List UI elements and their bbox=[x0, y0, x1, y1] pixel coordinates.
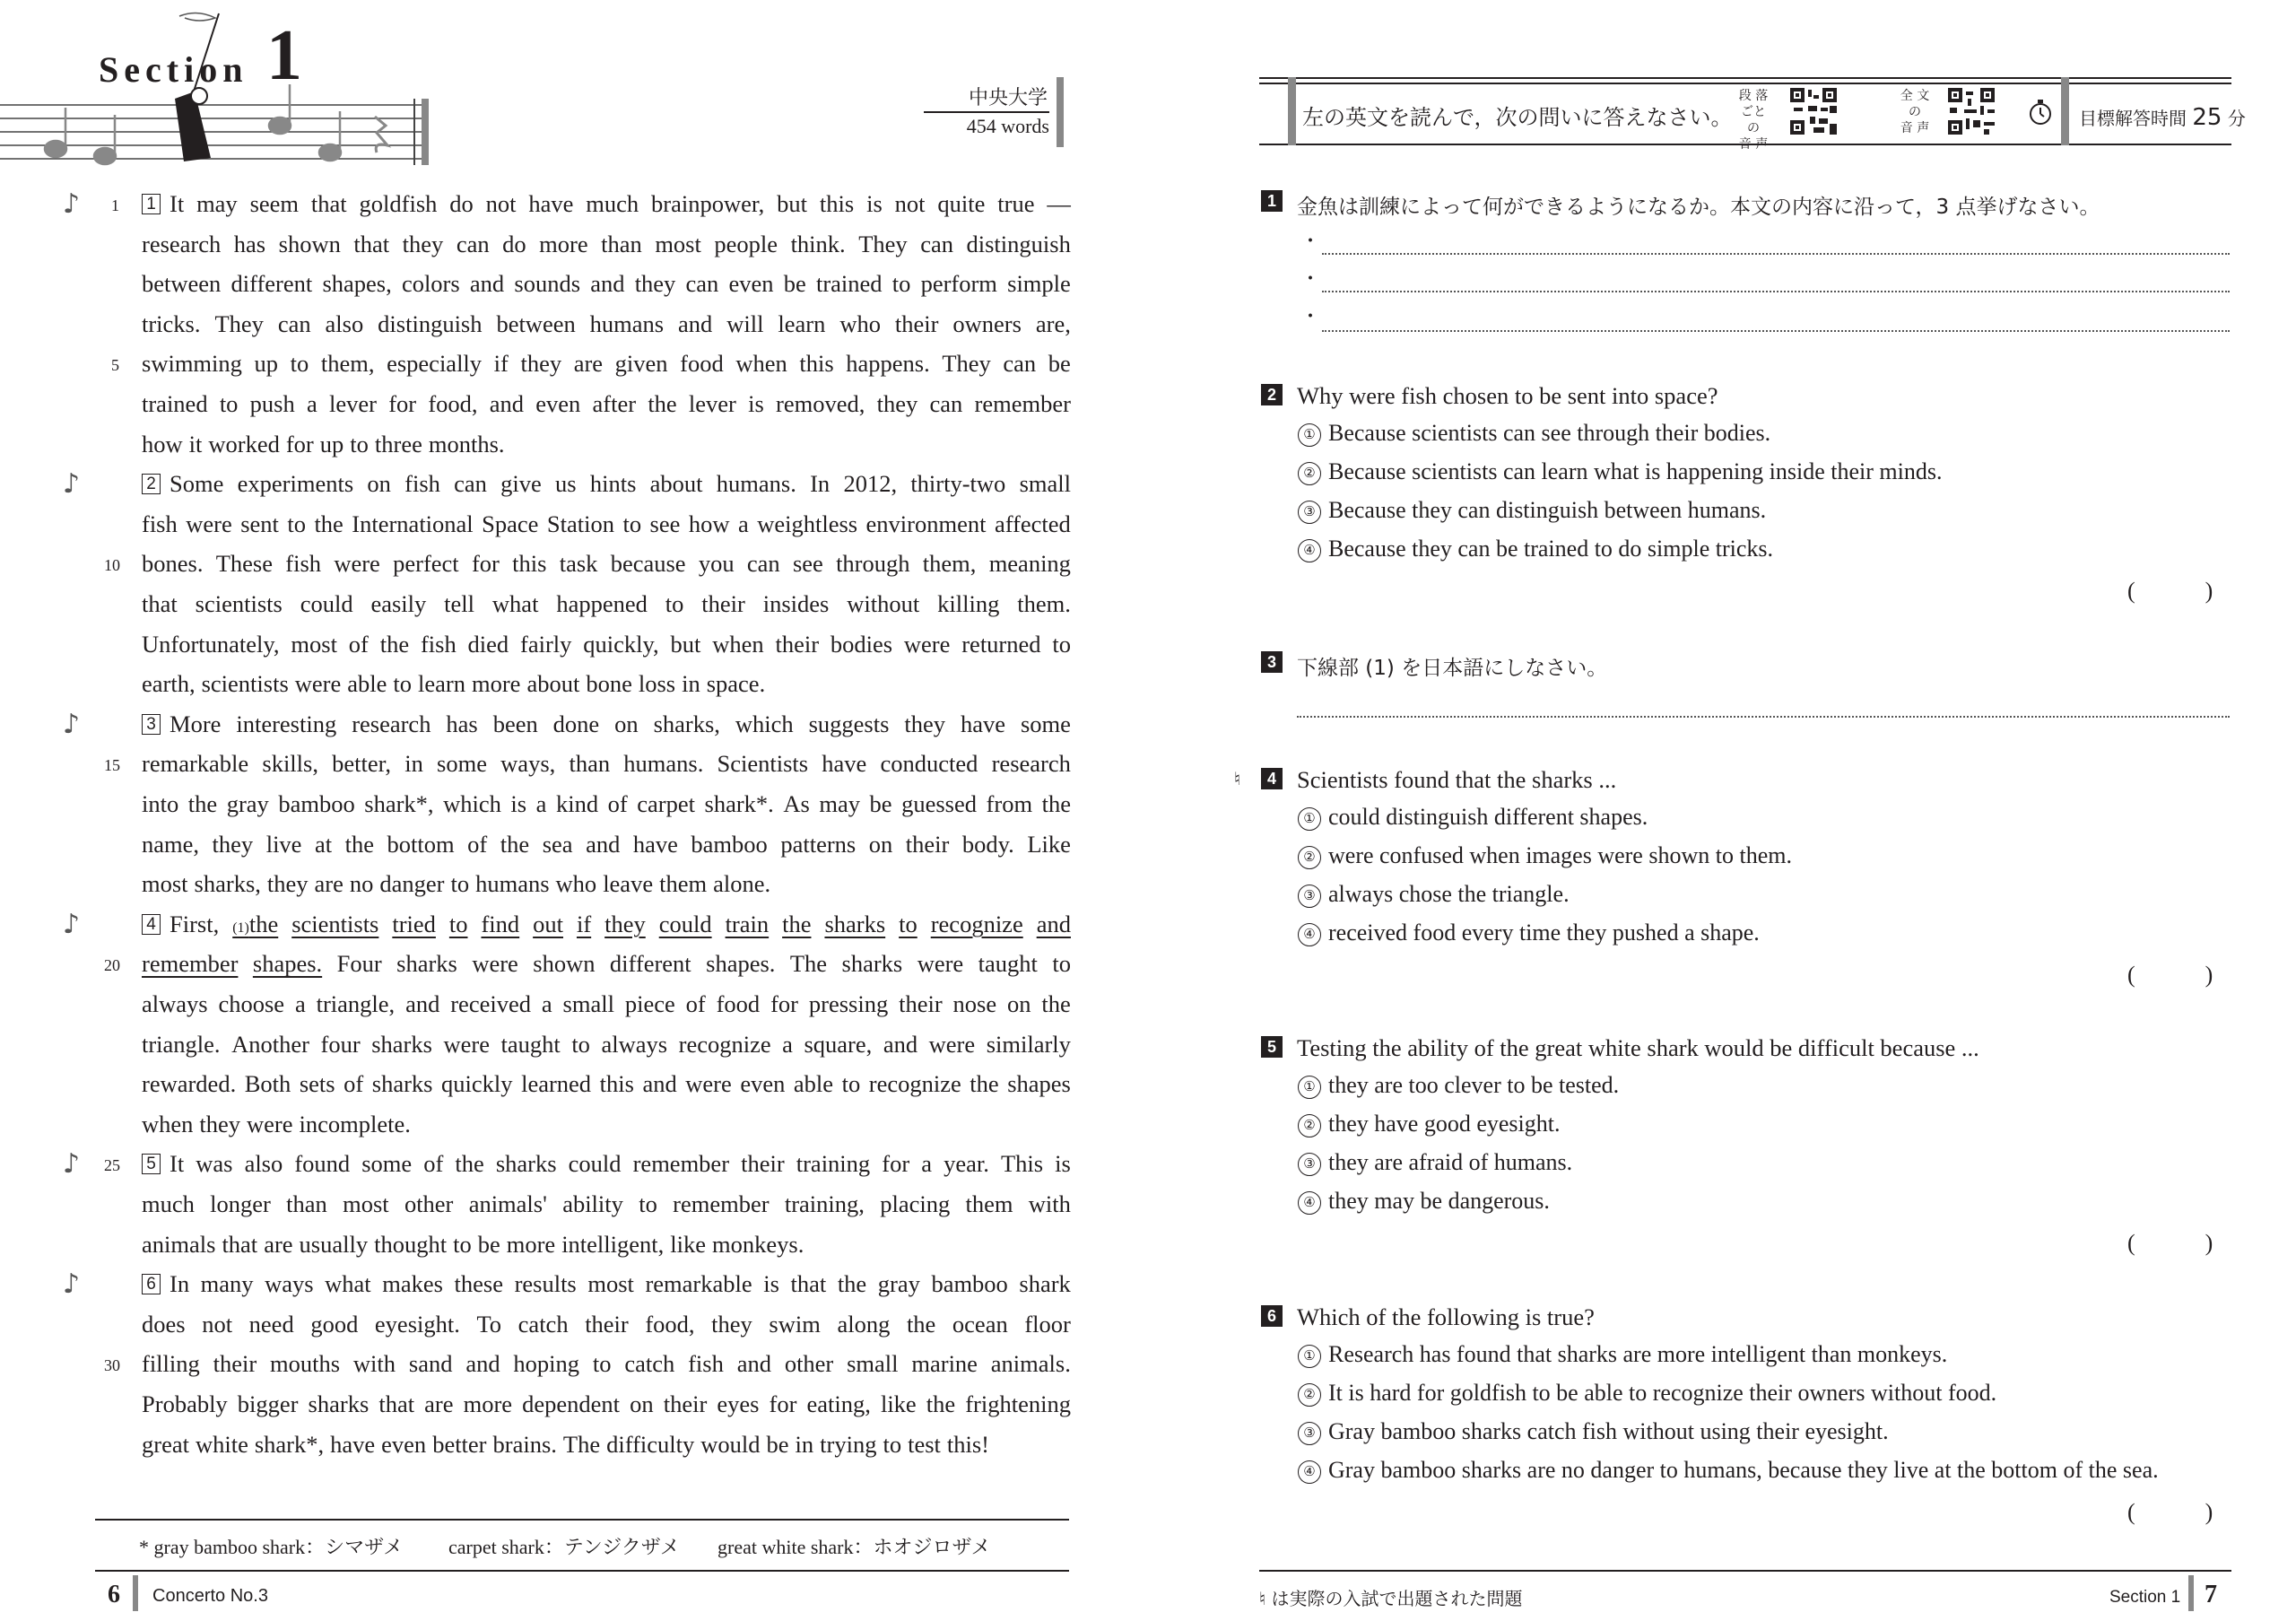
page-number-left: 6 bbox=[108, 1581, 120, 1608]
question-6-option-1[interactable]: ① Research has found that sharks are more intelligent than monkeys. bbox=[1298, 1341, 1947, 1368]
question-4-text: Scientists found that the sharks ... bbox=[1297, 766, 1617, 793]
word-count: 454 words bbox=[966, 115, 1049, 137]
passage bbox=[142, 190, 1071, 1458]
line-number: 25 bbox=[104, 1156, 120, 1175]
passage-line: filling their mouths with sand and hoping to catch fish and other small marine animals. bbox=[142, 1350, 1071, 1378]
passage-line: Probably bigger sharks that are more dependent on their eyes for eating, like the frightening bbox=[142, 1390, 1071, 1417]
question-6-text: Which of the following is true? bbox=[1297, 1303, 1595, 1330]
passage-line: remarkable skills, better, in some ways, than humans. Scientists have conducted research bbox=[142, 750, 1071, 778]
answer-line-1a[interactable] bbox=[1322, 253, 2230, 255]
question-6-option-3[interactable]: ③ Gray bamboo sharks catch fish without using their eyesight. bbox=[1298, 1418, 1889, 1445]
question-1-number: 1 bbox=[1261, 190, 1283, 212]
footnote-gray-bamboo-shark: * gray bamboo shark：シマザメ bbox=[139, 1536, 404, 1558]
audio-note-icon[interactable]: ♪ bbox=[63, 1268, 81, 1301]
question-4-option-2[interactable]: ② were confused when images were shown to them. bbox=[1298, 842, 1792, 869]
section-number: 1 bbox=[266, 16, 302, 95]
passage-line: does not need good eyesight. To catch their food, they swim along the ocean floor bbox=[142, 1310, 1071, 1338]
passage-line: 1 It may seem that goldfish do not have much brainpower, but this is not quite true — bbox=[142, 192, 1071, 216]
audio-note-icon[interactable]: ♪ bbox=[63, 708, 81, 740]
question-6-option-2[interactable]: ② It is hard for goldfish to be able to recognize their owners without food. bbox=[1298, 1380, 1996, 1407]
question-4-option-1[interactable]: ① could distinguish different shapes. bbox=[1298, 804, 1648, 831]
question-2-number: 2 bbox=[1261, 384, 1283, 405]
passage-line: always choose a triangle, and received a small piece of food for pressing their nose on the bbox=[142, 990, 1071, 1017]
section-label: Section bbox=[99, 49, 248, 90]
passage-line: when they were incomplete. bbox=[142, 1110, 411, 1137]
paragraph-number-box: 5 bbox=[142, 1154, 161, 1174]
passage-line: earth, scientists were able to learn more about bone loss in space. bbox=[142, 670, 766, 698]
line-number: 15 bbox=[104, 756, 120, 775]
question-4-option-4[interactable]: ④ received food every time they pushed a shape. bbox=[1298, 919, 1760, 946]
question-2-text: Why were fish chosen to be sent into space? bbox=[1297, 382, 1718, 409]
question-5-number: 5 bbox=[1261, 1036, 1283, 1058]
qr-code-full-audio[interactable] bbox=[1948, 88, 1995, 135]
question-6-number: 6 bbox=[1261, 1305, 1283, 1327]
target-time: 目標解答時間 25 分 bbox=[2079, 104, 2246, 131]
passage-line: 2 Some experiments on fish can give us hints about humans. In 2012, thirty-two small bbox=[142, 472, 1071, 496]
question-4-answer-box[interactable]: ( ) bbox=[2127, 962, 2213, 988]
paragraph-number-box: 6 bbox=[142, 1274, 161, 1294]
question-5-option-3[interactable]: ③ they are afraid of humans. bbox=[1298, 1149, 1572, 1176]
question-6-option-4[interactable]: ④ Gray bamboo sharks are no danger to humans, because they live at the bottom of the sea. bbox=[1298, 1457, 2159, 1484]
answer-line-1c[interactable] bbox=[1322, 330, 2230, 332]
passage-line: 5 It was also found some of the sharks could remember their training for a year. This is bbox=[142, 1152, 1071, 1176]
passage-line: name, they live at the bottom of the sea and have bamboo patterns on their body. Like bbox=[142, 830, 1071, 858]
question-2-answer-box[interactable]: ( ) bbox=[2127, 578, 2213, 604]
passage-line: 3 More interesting research has been done on sharks, which suggests they have some bbox=[142, 712, 1071, 736]
question-4-number: 4 bbox=[1261, 768, 1283, 789]
book-title: Concerto No.3 bbox=[152, 1586, 268, 1606]
question-5-option-1[interactable]: ① they are too clever to be tested. bbox=[1298, 1072, 1619, 1099]
audio-note-icon[interactable]: ♪ bbox=[63, 188, 81, 220]
question-2-option-3[interactable]: ③ Because they can distinguish between humans. bbox=[1298, 497, 1766, 524]
passage-line: fish were sent to the International Space Station to see how a weightless environment affected bbox=[142, 510, 1071, 537]
footnote-carpet-shark: carpet shark：テンジクザメ bbox=[448, 1536, 680, 1558]
stopwatch-icon bbox=[2029, 99, 2054, 126]
question-2-option-2[interactable]: ② Because scientists can learn what is happening inside their minds. bbox=[1298, 458, 1943, 485]
question-5-answer-box[interactable]: ( ) bbox=[2127, 1230, 2213, 1256]
paragraph-number-box: 1 bbox=[142, 194, 161, 214]
passage-line: into the gray bamboo shark*, which is a kind of carpet shark*. As may be guessed from the bbox=[142, 790, 1071, 817]
audio-paragraph-label: 段 落 ごとの 音 声 bbox=[1738, 89, 1769, 152]
paragraph-number-box: 4 bbox=[142, 914, 161, 935]
question-5-text: Testing the ability of the great white shark would be difficult because ... bbox=[1297, 1034, 1979, 1061]
question-1-text: 金魚は訓練によって何ができるようになるか。本文の内容に沿って，3 点挙げなさい。 bbox=[1297, 196, 2100, 219]
passage-line: how it worked for up to three months. bbox=[142, 430, 505, 458]
answer-line-1b[interactable] bbox=[1322, 291, 2230, 292]
passage-line: that scientists could easily tell what happened to their insides without killing them. bbox=[142, 590, 1071, 617]
line-number: 5 bbox=[111, 356, 119, 375]
audio-note-icon[interactable]: ♪ bbox=[63, 908, 81, 940]
line-number: 30 bbox=[104, 1356, 120, 1375]
passage-line: trained to push a lever for food, and even after the lever is removed, they can remember bbox=[142, 390, 1071, 417]
question-6-answer-box[interactable]: ( ) bbox=[2127, 1499, 2213, 1525]
audio-note-icon[interactable]: ♪ bbox=[63, 1148, 81, 1181]
instruction-text: 左の英文を読んで，次の問いに答えなさい。 bbox=[1302, 105, 1733, 130]
answer-line-3[interactable] bbox=[1297, 716, 2230, 718]
passage-line: between different shapes, colors and sounds and they can even be trained to perform simple bbox=[142, 270, 1071, 298]
line-number: 1 bbox=[111, 196, 119, 214]
paragraph-number-box: 3 bbox=[142, 714, 161, 735]
passage-line: Unfortunately, most of the fish died fairly quickly, but when their bodies were returned to bbox=[142, 630, 1071, 658]
footer-exam-note: ♮ は実際の入試で出題された問題 bbox=[1259, 1588, 1523, 1609]
passage-line: swimming up to them, especially if they are given food when this happens. They can be bbox=[142, 350, 1071, 378]
qr-code-paragraph-audio[interactable] bbox=[1790, 88, 1837, 135]
passage-line: bones. These fish were perfect for this task because you can see through them, meaning bbox=[142, 550, 1071, 578]
passage-line: 4 First, (1)the scientists tried to find out if they could train the sharks to recognize and bbox=[142, 912, 1071, 937]
exam-mark-icon: ♮ bbox=[1234, 768, 1241, 789]
audio-full-label: 全 文 の 音 声 bbox=[1900, 89, 1930, 135]
audio-note-icon[interactable]: ♪ bbox=[63, 468, 81, 501]
question-3-number: 3 bbox=[1261, 651, 1283, 673]
question-2-option-4[interactable]: ④ Because they can be trained to do simple tricks. bbox=[1298, 536, 1773, 562]
passage-line: research has shown that they can do more than most people think. They can distinguish bbox=[142, 230, 1071, 257]
page-number-right: 7 bbox=[2205, 1581, 2217, 1608]
question-5-option-2[interactable]: ② they have good eyesight. bbox=[1298, 1111, 1561, 1137]
passage-line: great white shark*, have even better brains. The difficulty would be in trying to test this! bbox=[142, 1430, 990, 1458]
passage-line: most sharks, they are no danger to humans who leave them alone. bbox=[142, 870, 771, 898]
question-4-option-3[interactable]: ③ always chose the triangle. bbox=[1298, 881, 1570, 908]
passage-line: triangle. Another four sharks were taught to always recognize a square, and were similarly bbox=[142, 1030, 1071, 1058]
passage-line: rewarded. Both sets of sharks quickly learned this and were even able to recognize the shapes bbox=[142, 1070, 1071, 1098]
line-number: 20 bbox=[104, 956, 120, 975]
passage-line: much longer than most other animals' ability to remember training, placing them with bbox=[142, 1190, 1071, 1217]
question-2-option-1[interactable]: ① Because scientists can see through their bodies. bbox=[1298, 420, 1770, 447]
passage-line: animals that are usually thought to be more intelligent, like monkeys. bbox=[142, 1230, 804, 1258]
line-number: 10 bbox=[104, 556, 120, 575]
footnote-great-white-shark: great white shark：ホオジロザメ bbox=[718, 1536, 991, 1558]
question-5-option-4[interactable]: ④ they may be dangerous. bbox=[1298, 1188, 1550, 1215]
footer-section-label: Section 1 bbox=[2109, 1588, 2181, 1607]
question-3-text: 下線部 (1) を日本語にしなさい。 bbox=[1297, 657, 1608, 680]
passage-line: tricks. They can also distinguish between humans and will learn who their owners are, bbox=[142, 309, 1071, 337]
paragraph-number-box: 2 bbox=[142, 474, 161, 494]
university-name: 中央大学 bbox=[968, 87, 1048, 109]
passage-line: 6 In many ways what makes these results most remarkable is that the gray bamboo shark bbox=[142, 1272, 1071, 1296]
passage-line: remember shapes. Four sharks were shown different shapes. The sharks were taught to bbox=[142, 950, 1071, 978]
